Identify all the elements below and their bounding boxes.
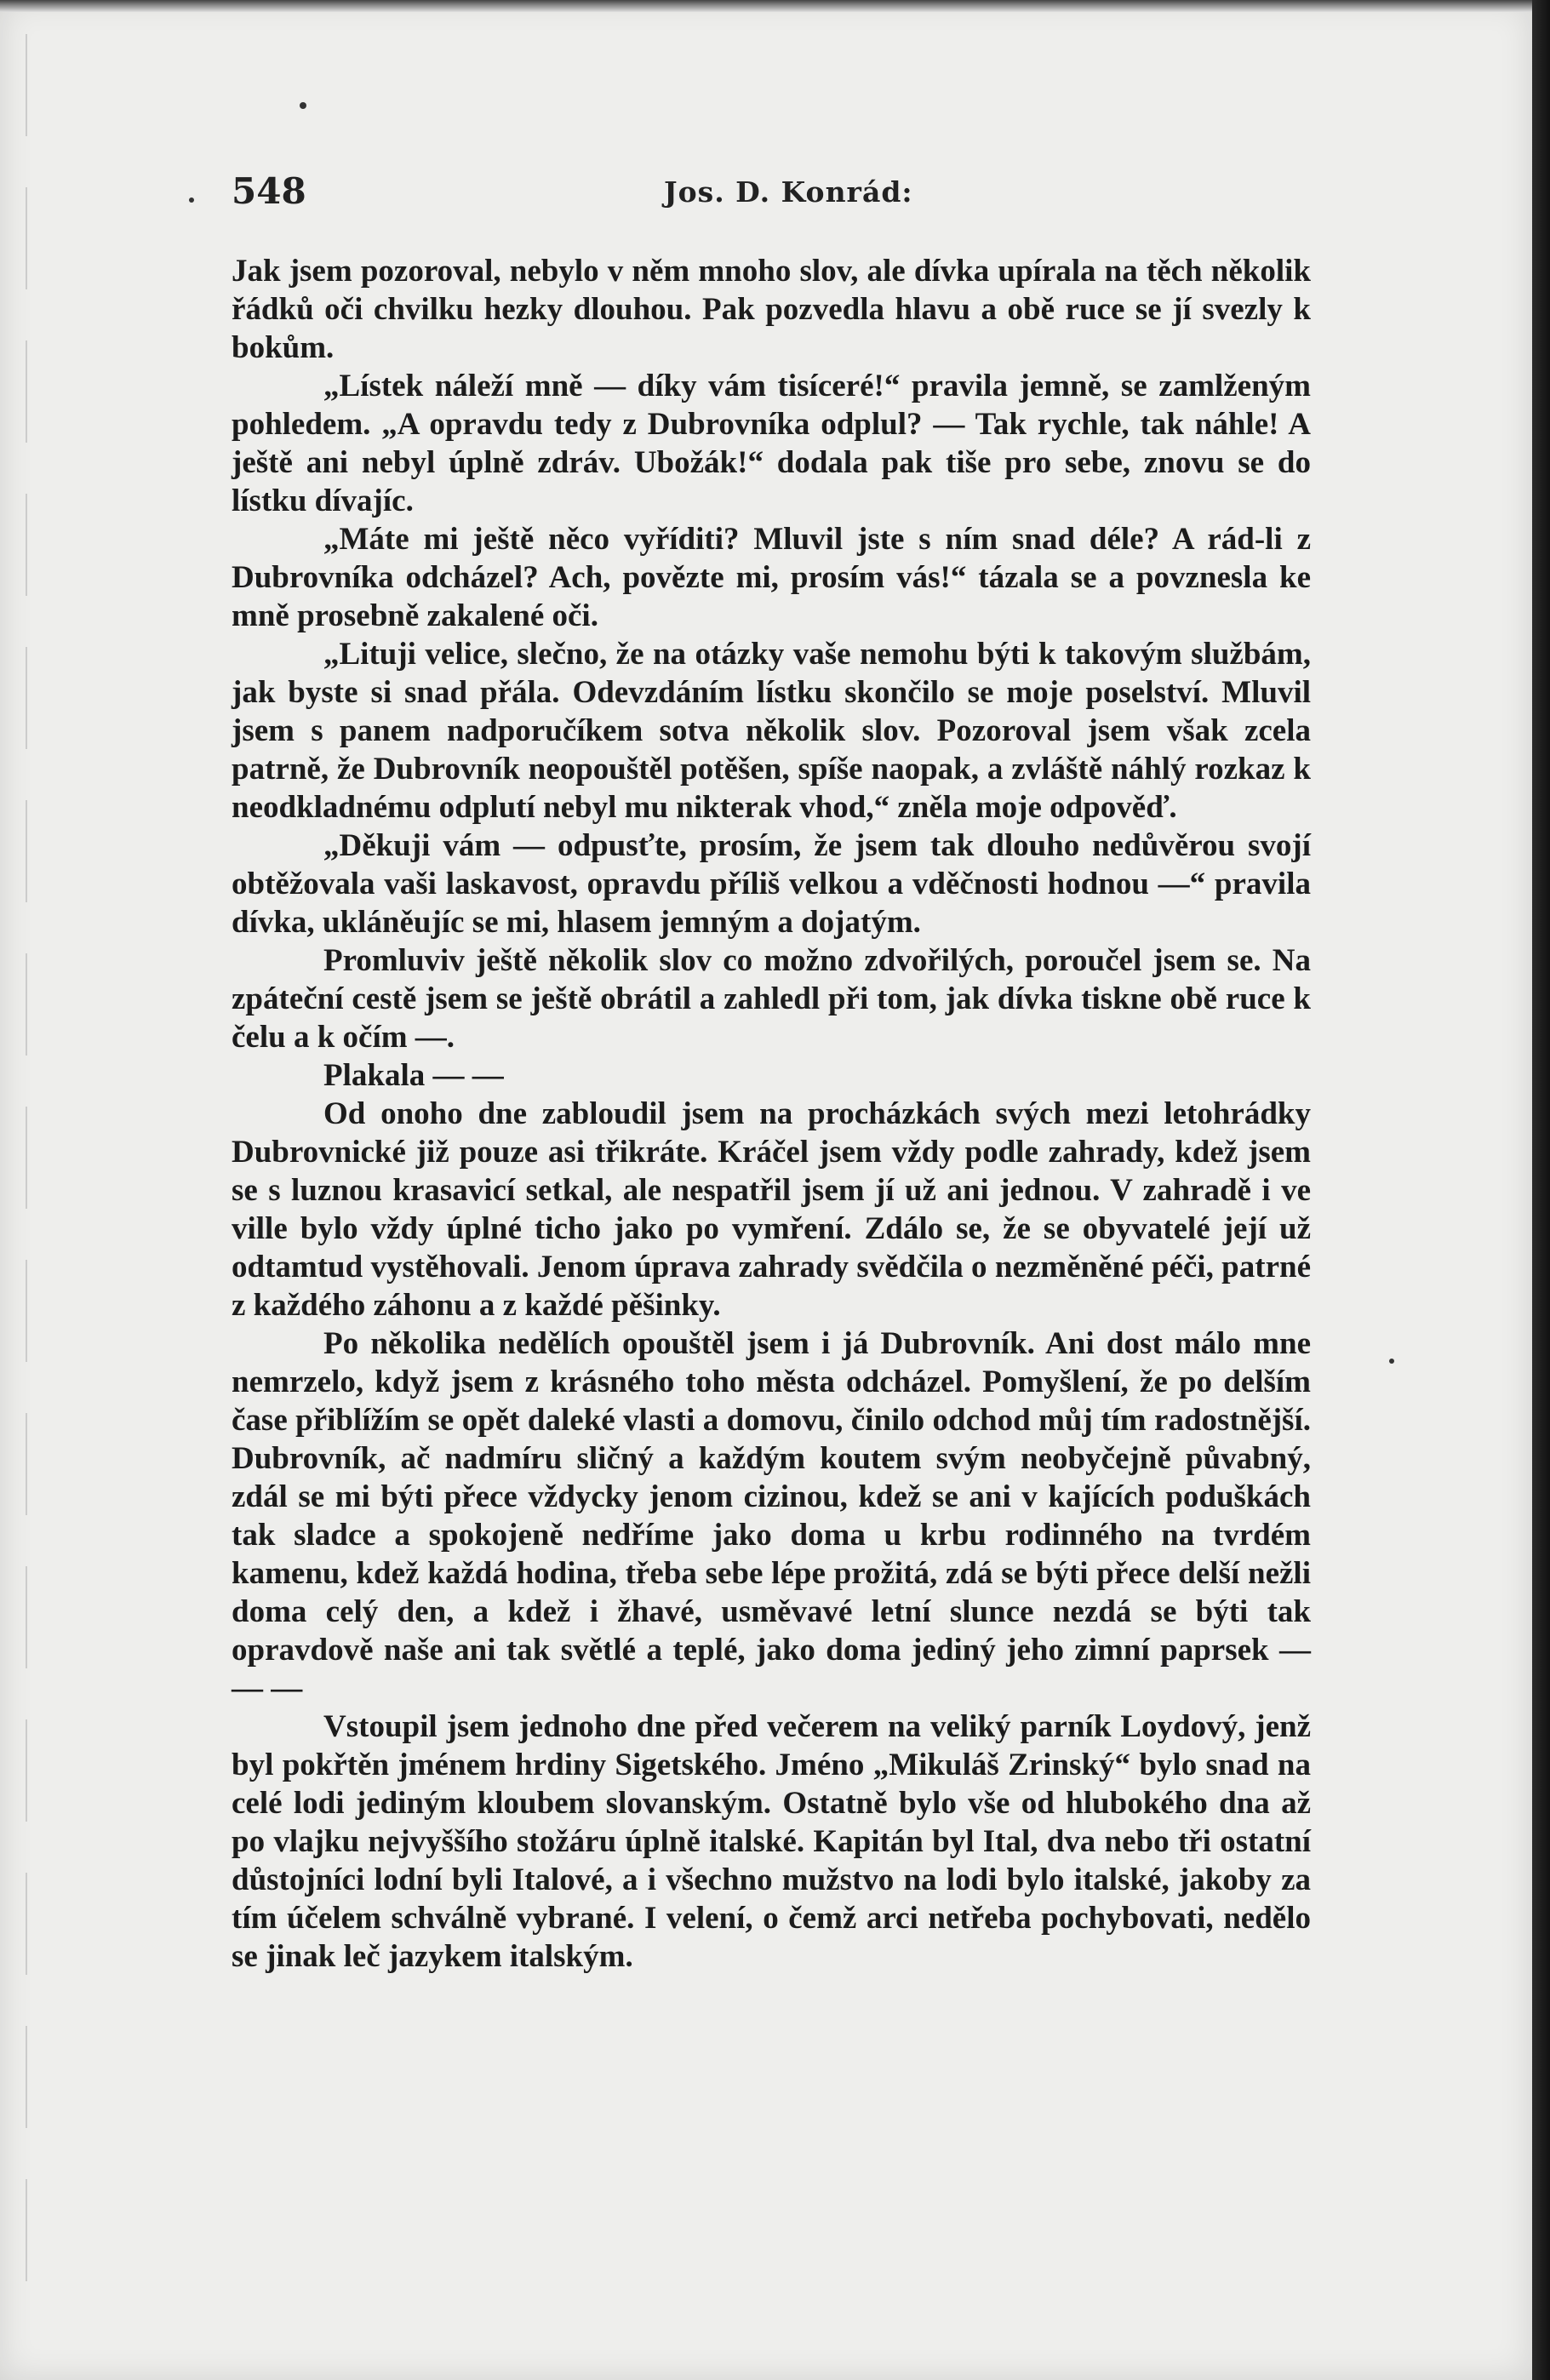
ink-speck <box>189 197 194 203</box>
running-title: Jos. D. Konrád: <box>664 175 913 209</box>
paragraph: Vstoupil jsem jednoho dne před večerem na veliký parník Loydový, jenž byl pokřtěn jménem hrdiny Sigetského. Jméno „Mikuláš Zrinský“ bylo snad na celé lodi jediným kloubem slovanským. Ostatně bylo vše od hlubokého dna až po vlajku nejvyššího stožáru úplně italské. Kapitán byl Ital, dva nebo tři ostatní důstojníci lodní byli Italové, a i všechno mužstvo na lodi bylo italské, jakoby za tím účelem schválně vybrané. I velení, o čemž arci netřeba pochybovati, nedělo se jinak leč jazykem italským. <box>232 1709 1311 1974</box>
page-number: 548 <box>232 170 306 212</box>
ink-speck <box>1389 1359 1394 1364</box>
ink-speck <box>300 102 306 109</box>
scan-edge <box>1532 0 1550 2380</box>
paragraph: Plakala — — <box>323 1058 504 1093</box>
paragraph: „Děkuji vám — odpusťte, prosím, že jsem tak dlouho nedůvěrou svojí obtěžovala vaši laskavost, opravdu příliš velkou a vděčnosti hodnou —“ pravila dívka, ukláněujíc se mi, hlasem jemným a dojatým. <box>232 828 1311 940</box>
paragraph: Od onoho dne zabloudil jsem na procházkách svých mezi letohrádky Dubrovnické již pouze asi třikráte. Kráčel jsem vždy podle zahrady, kdež jsem se s luznou krasavicí setkal, ale nespatřil jsem jí už ani jednou. V zahradě i ve ville bylo vždy úplné ticho jako po vymření. Zdálo se, že se obyvatelé její už odtamtud vystěhovali. Jenom úprava zahrady svědčila o nezměněné péči, patrné z každého záhonu a z každé pěšinky. <box>232 1096 1311 1323</box>
paragraph: Promluviv ještě několik slov co možno zdvořilých, poroučel jsem se. Na zpáteční cestě jsem se ještě obrátil a zahledl při tom, jak dívka tiskne obě ruce k čelu a k očím —. <box>232 943 1311 1055</box>
paragraph: Po několika nedělích opouštěl jsem i já Dubrovník. Ani dost málo mne nemrzelo, když jsem z krásného toho města odcházel. Pomyšlení, že po delším čase přiblížím se opět daleké vlasti a domovu, činilo odchod můj tím radostnější. Dubrovník, ač nadmíru sličný a každým koutem svým neobyčejně půvabný, zdál se mi býti přece vždycky jenom cizinou, kdež se ani v kajících poduškách tak sladce a spokojeně nedříme jako doma u krbu rodinného na tvrdém kamenu, kdež každá hodina, třeba sebe lépe prožitá, zdá se býti přece delší nežli doma celý den, a kdež i žhavé, usměvavé letní slunce nezdá se býti tak opravdově naše ani tak světlé a teplé, jako doma jediný jeho zimní paprsek — — — <box>232 1326 1311 1706</box>
paragraph: „Máte mi ještě něco vyříditi? Mluvil jste s ním snad déle? A rád-li z Dubrovníka odcházel? Ach, povězte mi, prosím vás!“ tázala se a povznesla ke mně prosebně zakalené oči. <box>232 522 1311 633</box>
paragraph: „Lístek náleží mně — díky vám tisíceré!“ pravila jemně, se zamlženým pohledem. „A opravdu tedy z Dubrovníka odplul? — Tak rychle, tak náhle! A ještě ani nebyl úplně zdráv. Ubožák!“ dodala pak tiše pro sebe, znovu se do lístku dívajíc. <box>232 369 1311 518</box>
body-text <box>232 252 1311 1976</box>
page-header <box>232 170 1330 218</box>
paragraph: „Lituji velice, slečno, že na otázky vaše nemohu býti k takovým službám, jak byste si snad přála. Odevzdáním lístku skončilo se moje poselství. Mluvil jsem s panem nadporučíkem sotva několik slov. Pozoroval jsem však zcela patrně, že Dubrovník neopouštěl potěšen, spíše naopak, a zvláště náhlý rozkaz k neodkladnému odplutí nebyl mu nikterak vhod,“ zněla moje odpověď. <box>232 637 1311 825</box>
paragraph: Jak jsem pozoroval, nebylo v něm mnoho slov, ale dívka upírala na těch několik řádků oči chvilku hezky dlouhou. Pak pozvedla hlavu a obě ruce se jí svezly k bokům. <box>232 254 1311 365</box>
binding-shadow <box>26 34 27 2332</box>
